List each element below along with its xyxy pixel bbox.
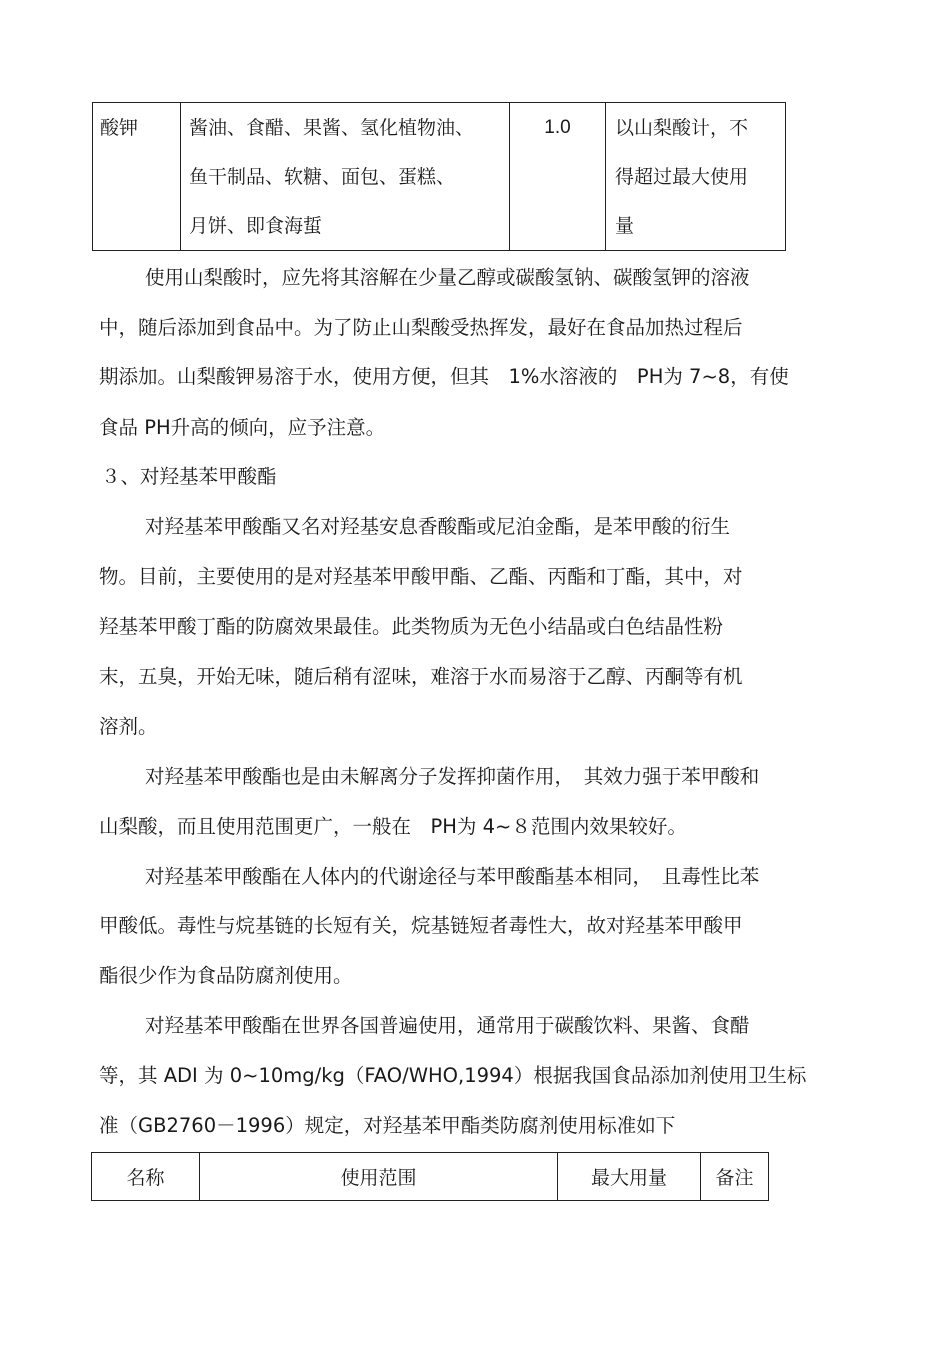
cell-scope: 酱油、食醋、果酱、氢化植物油、 鱼干制品、软糖、面包、蛋糕、 月饼、即食海蜇 [181,103,510,251]
additive-table-bottom [91,1152,769,1201]
paragraph-line: 对羟基苯甲酸酯在世界各国普遍使用，通常用于碳酸饮料、果酱、食醋 [145,1014,750,1037]
header-scope: 使用范围 [200,1153,558,1201]
paragraph-line: 准（GB2760－1996）规定，对羟基苯甲酯类防腐剂使用标准如下 [99,1114,676,1137]
paragraph-line: 中，随后添加到食品中。为了防止山梨酸受热挥发，最好在食品加热过程后 [99,316,743,339]
cell-name: 酸钾 [93,103,181,251]
paragraph-line: 山梨酸，而且使用范围更广，一般在 PH为 4~８范围内效果较好。 [99,815,687,838]
section-heading: ３、对羟基苯甲酸酯 [101,465,277,488]
paragraph-line: 对羟基苯甲酸酯在人体内的代谢途径与苯甲酸酯基本相同， 且毒性比苯 [145,865,760,888]
paragraph-line: 食品 PH升高的倾向，应予注意。 [99,416,386,439]
header-max-usage: 最大用量 [558,1153,701,1201]
paragraph-line: 对羟基苯甲酸酯也是由未解离分子发挥抑菌作用， 其效力强于苯甲酸和 [145,765,760,788]
paragraph-line: 末，五臭，开始无味，随后稍有涩味，难溶于水而易溶于乙醇、丙酮等有机 [99,665,743,688]
paragraph-line: 期添加。山梨酸钾易溶于水，使用方便，但其 1%水溶液的 PH为 7~8，有使 [99,365,789,388]
paragraph-line: 羟基苯甲酸丁酯的防腐效果最佳。此类物质为无色小结晶或白色结晶性粉 [99,615,724,638]
table-header-row [92,1153,769,1201]
table-row [93,103,786,251]
header-name: 名称 [92,1153,200,1201]
paragraph-line: 对羟基苯甲酸酯又名对羟基安息香酸酯或尼泊金酯，是苯甲酸的衍生 [145,515,731,538]
paragraph-line: 使用山梨酸时，应先将其溶解在少量乙醇或碳酸氢钠、碳酸氢钾的溶液 [145,266,750,289]
paragraph-line: 甲酸低。毒性与烷基链的长短有关，烷基链短者毒性大，故对羟基苯甲酸甲 [99,914,743,937]
paragraph-line: 酯很少作为食品防腐剂使用。 [99,964,353,987]
paragraph-line: 等，其 ADI 为 0~10mg/kg（FAO/WHO,1994）根据我国食品添加剂使用卫生标 [99,1064,807,1087]
cell-note: 以山梨酸计，不 得超过最大使用 量 [606,103,786,251]
additive-table-top [92,102,786,251]
cell-max-usage: 1.0 [510,103,606,251]
header-note: 备注 [701,1153,769,1201]
paragraph-line: 溶剂。 [99,715,158,738]
paragraph-line: 物。目前，主要使用的是对羟基苯甲酸甲酯、乙酯、丙酯和丁酯，其中，对 [99,565,743,588]
